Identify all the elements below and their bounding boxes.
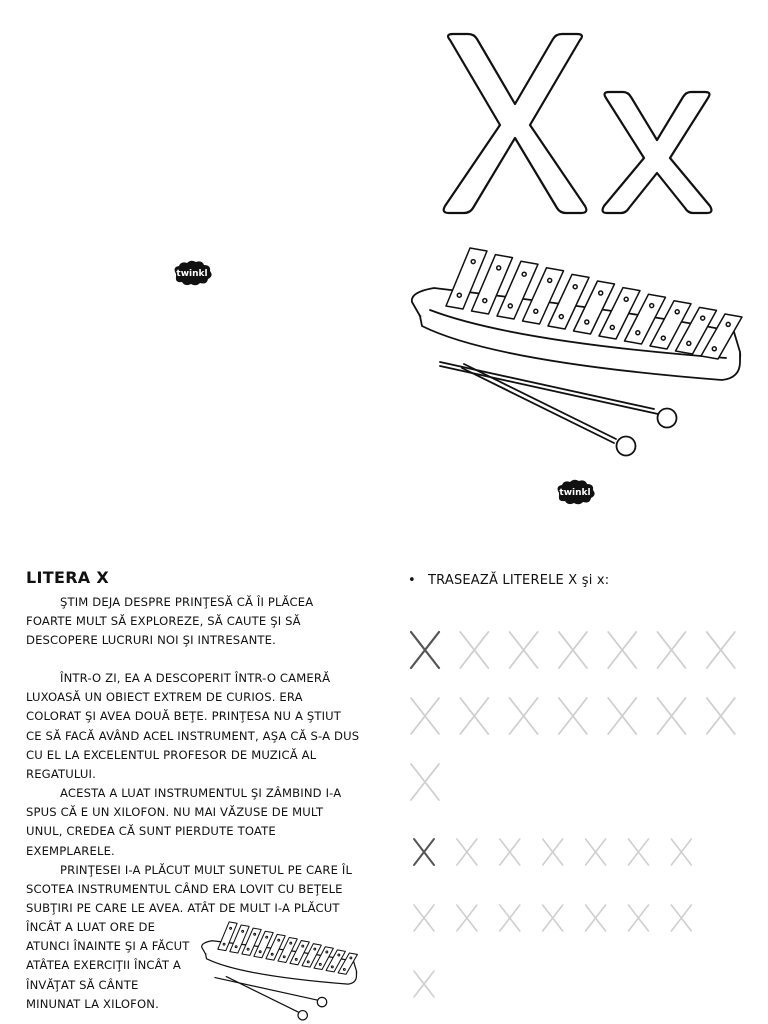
- tracing-dotted-uppercase-x: [658, 698, 686, 734]
- outline-lowercase-x: [603, 92, 712, 213]
- xylophone-bar-peg: [350, 957, 352, 959]
- tracing-dotted-uppercase-x: [460, 632, 488, 668]
- xylophone-small-illustration: [198, 918, 364, 1022]
- xylophone-bar-peg: [471, 260, 475, 264]
- xylophone-bar-peg: [701, 316, 705, 320]
- xylophone-bar-peg: [290, 942, 292, 944]
- tracing-dotted-lowercase-x: [671, 905, 691, 931]
- tracing-dotted-uppercase-x: [707, 632, 735, 668]
- story-paragraph-4: [26, 861, 356, 919]
- xylophone-bar-peg: [338, 954, 340, 956]
- xylophone-bar-peg: [661, 336, 665, 340]
- tracing-dotted-uppercase-x: [411, 698, 439, 734]
- tracing-dotted-lowercase-x: [500, 905, 520, 931]
- tracing-model-lowercase-x: [414, 839, 434, 865]
- xylophone-bar-peg: [242, 930, 244, 932]
- xylophone-bar-peg: [247, 948, 249, 950]
- xylophone-bar-peg: [326, 951, 328, 953]
- tracing-instruction: [408, 573, 609, 588]
- xylophone-bar-peg: [331, 966, 333, 968]
- tracing-dotted-lowercase-x: [457, 839, 477, 865]
- tracing-dotted-lowercase-x: [586, 905, 606, 931]
- xylophone-bar-peg: [295, 958, 297, 960]
- xylophone-bar-peg: [266, 936, 268, 938]
- xylophone-bar-peg: [278, 939, 280, 941]
- xylophone-bar-peg: [726, 322, 730, 326]
- story-paragraph-1: [26, 593, 360, 651]
- tracing-dotted-lowercase-x: [457, 905, 477, 931]
- xylophone-bar-peg: [610, 325, 614, 329]
- tracing-dotted-uppercase-x: [608, 632, 636, 668]
- xylophone-bar-peg: [319, 963, 321, 965]
- twinkl-logo-text: twinkl: [559, 488, 591, 498]
- tracing-dotted-lowercase-x: [414, 905, 434, 931]
- tracing-dotted-uppercase-x: [411, 764, 439, 800]
- xylophone-illustration: [404, 240, 756, 460]
- story-paragraph-3: [26, 784, 360, 861]
- story-paragraph-5: ÎNCÂT A LUAT ORE DE ATUNCI ÎNAINTE ŞI A FĂCUT ATÂTEA EXERCIŢII ÎNCÂT A ÎNVĂŢAT SĂ CÂNTE MINUNAT LA XILOFON.: [26, 920, 190, 1011]
- xylophone-bar-peg: [235, 946, 237, 948]
- xylophone-bar-peg: [522, 272, 526, 276]
- tracing-dotted-lowercase-x: [628, 905, 648, 931]
- tracing-dotted-uppercase-x: [460, 698, 488, 734]
- big-outline-letters-xx: [420, 20, 760, 230]
- story-paragraph-2-text: ÎNTR-O ZI, EA A DESCOPERIT ÎNTR-O CAMERĂ LUXOASĂ UN OBIECT EXTREM DE CURIOS. ERA COLORAT ŞI AVEA DOUĂ BEŢE. PRINŢESA NU A ŞTIUT CE SĂ FACĂ AVÂND ACEL INSTRUMENT, AŞA CĂ S-A DUS CU EL LA EXCELENTUL PROFESOR DE MUZICĂ AL REGATULUI.: [26, 671, 360, 782]
- xylophone-bar-peg: [548, 278, 552, 282]
- tracing-dotted-uppercase-x: [658, 632, 686, 668]
- xylophone-bar-peg: [585, 320, 589, 324]
- tracing-lowercase-x-grid: [404, 830, 754, 1010]
- xylophone-bar-peg: [534, 309, 538, 313]
- xylophone-bar-peg: [508, 304, 512, 308]
- tracing-dotted-uppercase-x: [707, 698, 735, 734]
- xylophone-bar-peg: [254, 933, 256, 935]
- outline-uppercase-x: [444, 34, 587, 213]
- xylophone-bar-peg: [483, 299, 487, 303]
- xylophone-bar-peg: [624, 297, 628, 301]
- xylophone-bar-peg: [497, 266, 501, 270]
- xylophone-bar-peg: [650, 304, 654, 308]
- xylophone-bar-peg: [259, 951, 261, 953]
- xylophone-bar-peg: [230, 927, 232, 929]
- xylophone-bar-peg: [302, 945, 304, 947]
- tracing-dotted-lowercase-x: [543, 905, 563, 931]
- xylophone-bar-peg: [712, 347, 716, 351]
- tracing-dotted-lowercase-x: [671, 839, 691, 865]
- story-paragraph-4-text: PRINŢESEI I-A PLĂCUT MULT SUNETUL PE CARE ÎL SCOTEA INSTRUMENTUL CÂND ERA LOVIT CU BEŢELE SUBŢIRI PE CARE LE AVEA. ATÂT DE MULT I-A PLĂCUT: [26, 863, 353, 916]
- twinkl-logo-2: [551, 477, 599, 507]
- tracing-dotted-uppercase-x: [510, 632, 538, 668]
- xylophone-bar-peg: [636, 331, 640, 335]
- bullet-icon: •: [408, 573, 416, 588]
- tracing-dotted-lowercase-x: [628, 839, 648, 865]
- tracing-dotted-lowercase-x: [586, 839, 606, 865]
- tracing-dotted-uppercase-x: [510, 698, 538, 734]
- tracing-dotted-lowercase-x: [414, 971, 434, 997]
- tracing-dotted-lowercase-x: [543, 839, 563, 865]
- xylophone-bar-peg: [314, 948, 316, 950]
- xylophone-bar-peg: [307, 961, 309, 963]
- story-paragraph-3-text: ACESTA A LUAT INSTRUMENTUL ŞI ZÂMBIND I-A SPUS CĂ E UN XILOFON. NU MAI VĂZUSE DE MULT UNUL, CREDEA CĂ SUNT PIERDUTE TOATE EXEMPLARELE.: [26, 786, 342, 858]
- story-paragraph-2: [26, 669, 360, 784]
- xylophone-bar-peg: [283, 956, 285, 958]
- story-title: LITERA X: [26, 568, 110, 587]
- story-paragraph-1-text: ŞTIM DEJA DESPRE PRINŢESĂ CĂ ÎI PLĂCEA FOARTE MULT SĂ EXPLOREZE, SĂ CAUTE ŞI SĂ DESCOPERE LUCRURI NOI ŞI INTRESANTE.: [26, 595, 314, 648]
- twinkl-logo-text: twinkl: [176, 269, 208, 279]
- xylophone-bar-peg: [343, 968, 345, 970]
- xylophone-bar-peg: [559, 315, 563, 319]
- tracing-dotted-uppercase-x: [559, 632, 587, 668]
- tracing-model-uppercase-x: [411, 632, 439, 668]
- xylophone-bar-peg: [457, 293, 461, 297]
- xylophone-bar-peg: [675, 310, 679, 314]
- tracing-dotted-uppercase-x: [608, 698, 636, 734]
- twinkl-logo: [168, 258, 216, 288]
- xylophone-bar-peg: [687, 341, 691, 345]
- xylophone-bar-peg: [573, 285, 577, 289]
- xylophone-bar-peg: [271, 953, 273, 955]
- tracing-dotted-lowercase-x: [500, 839, 520, 865]
- tracing-dotted-uppercase-x: [559, 698, 587, 734]
- xylophone-bar-peg: [599, 291, 603, 295]
- xylophone-bar-peg: [223, 943, 225, 945]
- tracing-instruction-text: TRASEAZĂ LITERELE X şi x:: [428, 573, 610, 588]
- tracing-uppercase-x-grid: [404, 620, 754, 810]
